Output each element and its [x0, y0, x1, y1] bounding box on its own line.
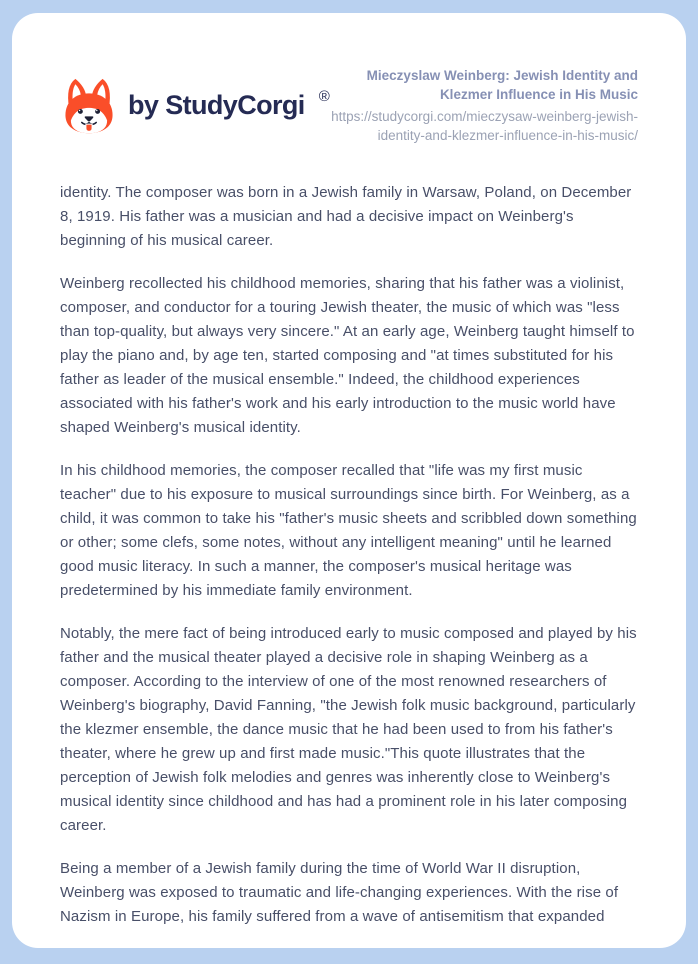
- article-paragraph: identity. The composer was born in a Jewish family in Warsaw, Poland, on December 8, 1919. His father was a musician and had a decisive impact on Weinberg's beginning of his musical career.: [60, 184, 632, 249]
- article-paragraph: Notably, the mere fact of being introduced early to music composed and played by his father and the musical theater played a decisive role in shaping Weinberg as a composer. According to the interview of one of the most renowned researchers of Weinberg's biography, David Fanning, "the Jewish folk music background, particularly the klezmer ensemble, the dance music that he had been used to from his father's theater, where he grew up and first made music."This quote illustrates that the perception of Jewish folk melodies and genres was inherently close to Weinberg's musical identity since childhood and has had a prominent role in his later composing career.: [60, 625, 637, 834]
- article-paragraph: In his childhood memories, the composer recalled that "life was my first music teacher" due to his exposure to musical surroundings since birth. For Weinberg, as a child, it was common to take his "father's music sheets and scribbled down something or other; some clefs, some notes, without any intelligent meaning" until he learned good music literacy. In such a manner, the composer's musical heritage was predetermined by his immediate family environment.: [60, 462, 637, 599]
- document-header: [60, 66, 638, 145]
- brand-text: by StudyCorgi: [128, 90, 305, 120]
- studycorgi-logo-link[interactable]: [60, 75, 330, 137]
- document-title: Mieczyslaw Weinberg: Jewish Identity and Klezmer Influence in His Music: [366, 68, 638, 102]
- article-paragraph: Weinberg recollected his childhood memories, sharing that his father was a violinist, composer, and conductor for a touring Jewish theater, the music of which was "less than top-quality, but always very sincere." At an early age, Weinberg taught himself to play the piano and, by age ten, started composing and "at times substituted for his father as leader of the musical ensemble." Indeed, the childhood experiences associated with his father's work and his early introduction to the music world have shaped Weinberg's musical identity.: [60, 275, 635, 436]
- article-body: [60, 181, 638, 929]
- corgi-logo-icon: [60, 75, 118, 137]
- document-meta: [330, 66, 638, 145]
- registered-trademark-symbol: ®: [318, 88, 330, 105]
- article-paragraph: Being a member of a Jewish family during the time of World War II disruption, Weinberg was exposed to traumatic and life-changing experiences. With the rise of Nazism in Europe, his family suffered from a wave of antisemitism that expanded: [60, 860, 619, 925]
- document-source-url-link[interactable]: https://studycorgi.com/mieczysaw-weinberg-jewish-identity-and-klezmer-influence-in-his-music/: [331, 109, 638, 143]
- document-card: [12, 13, 686, 948]
